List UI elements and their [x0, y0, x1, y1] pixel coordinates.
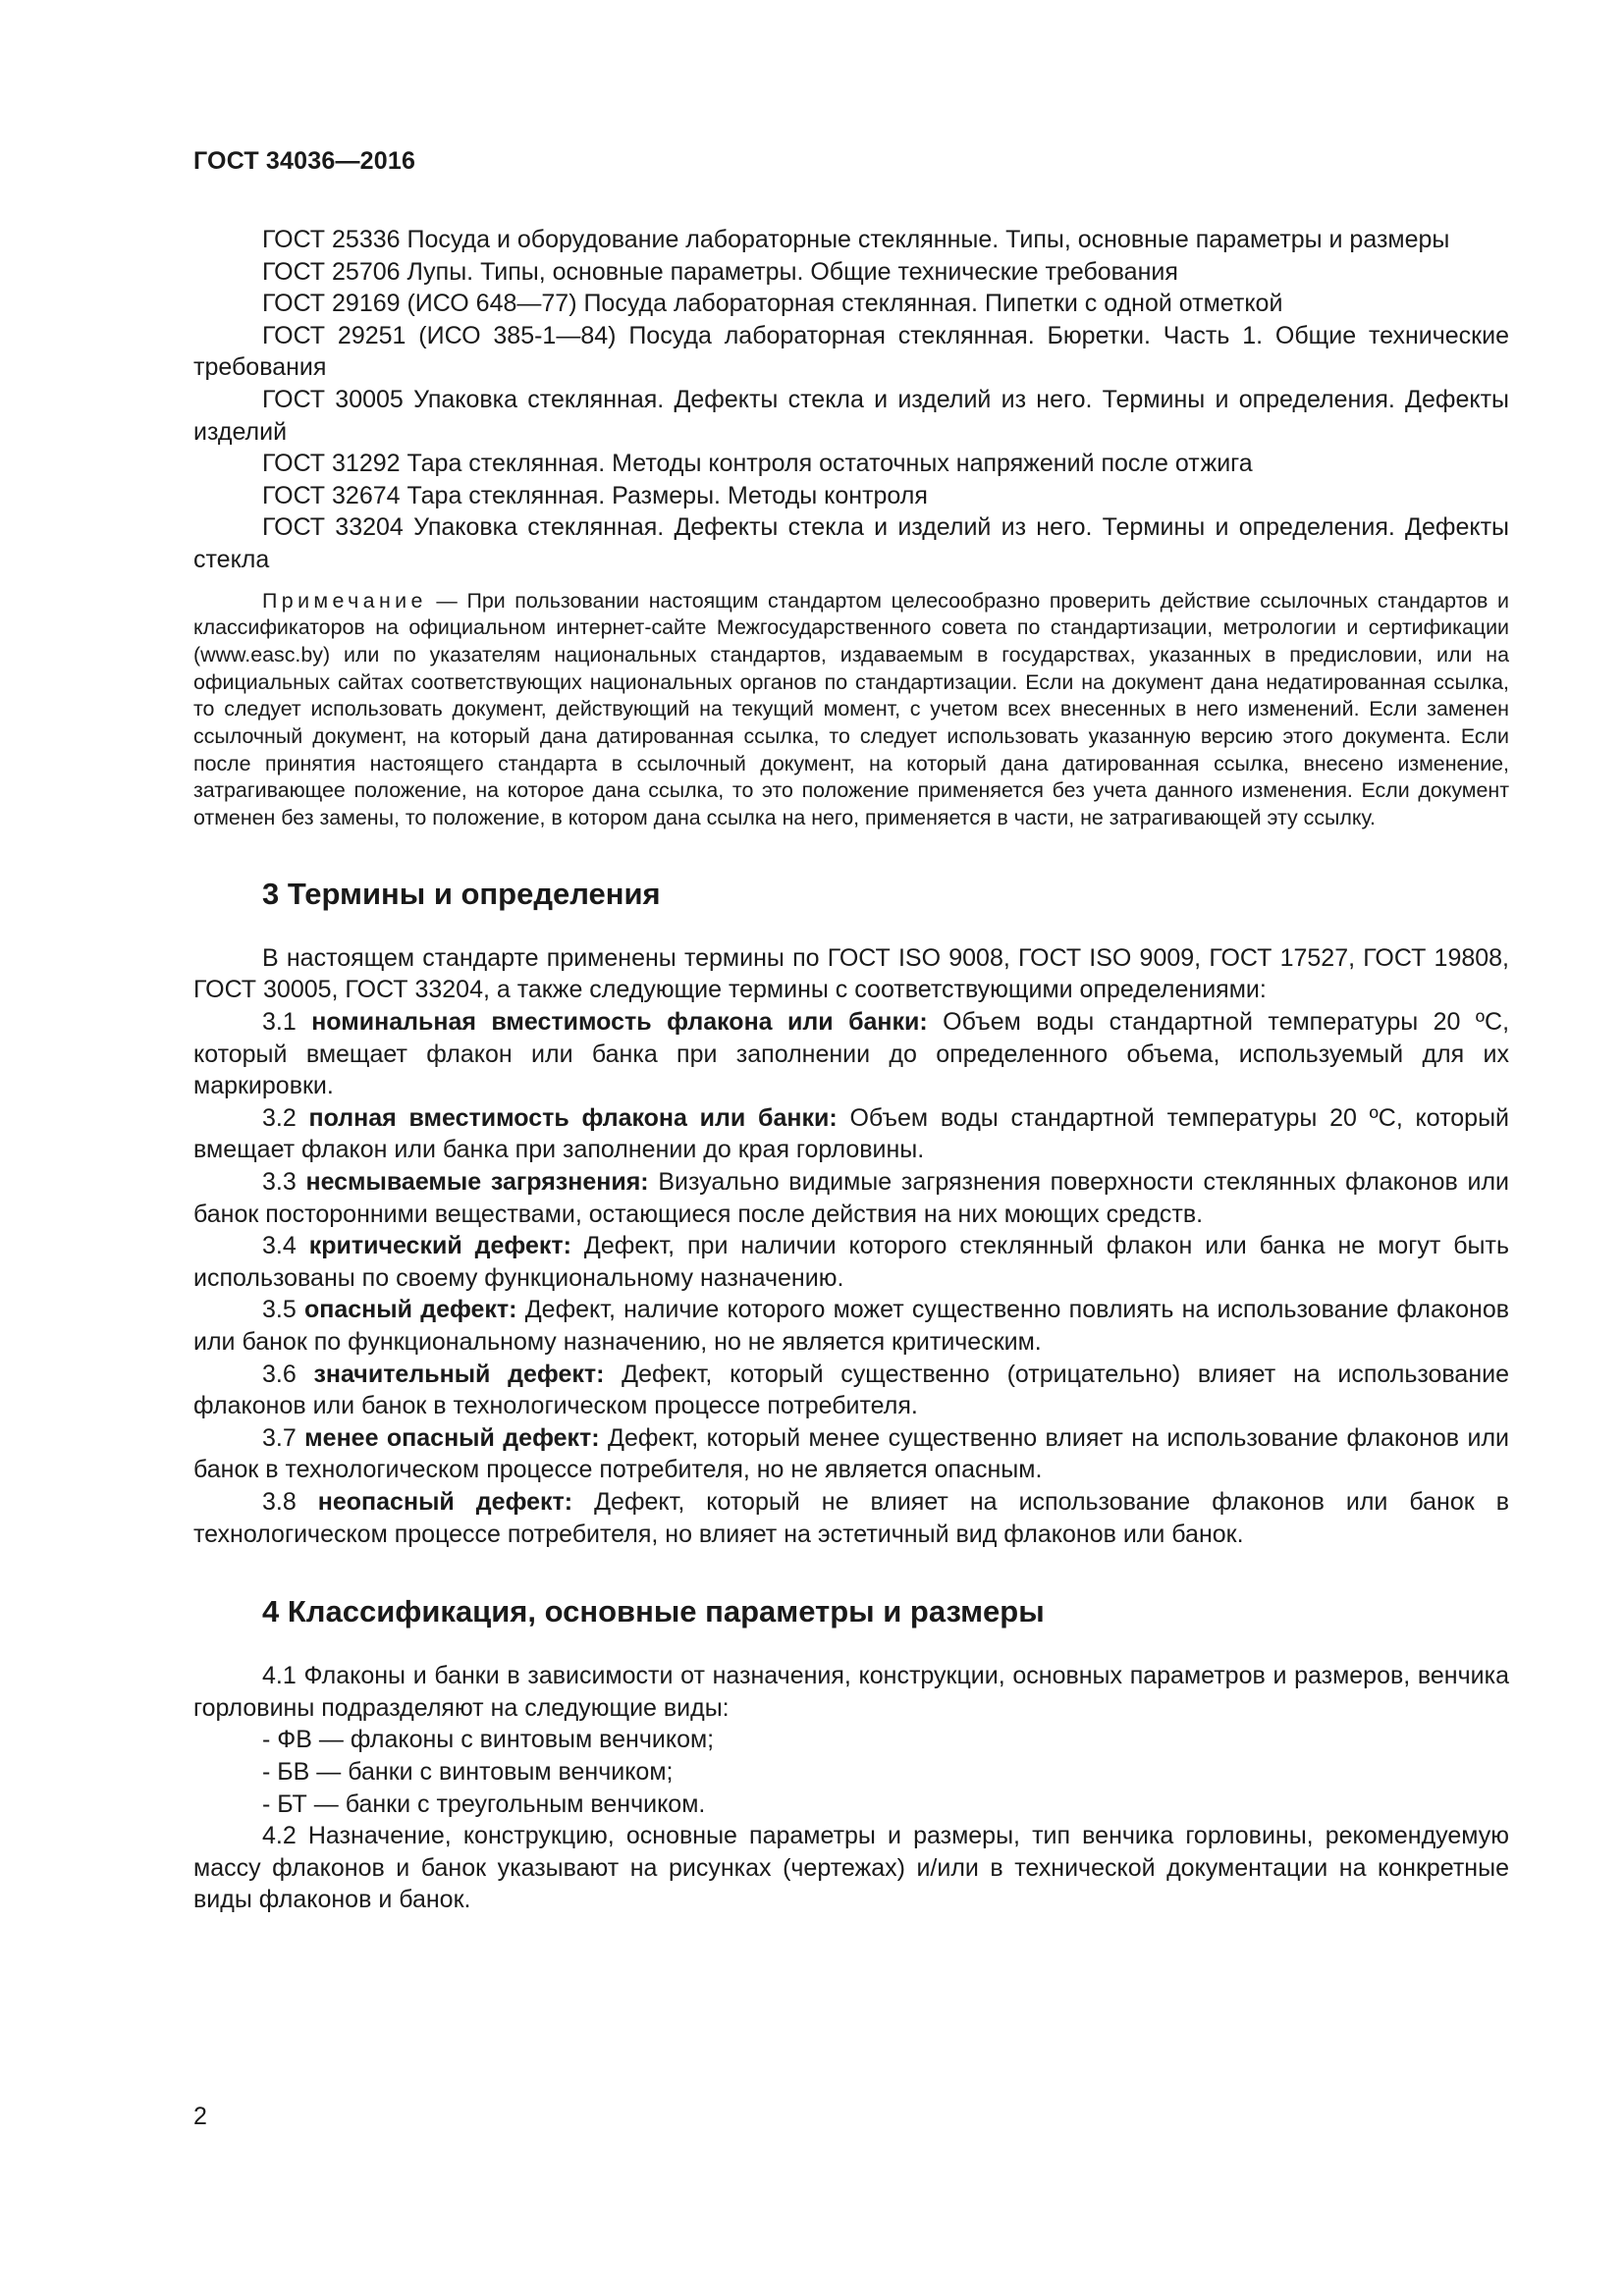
- term-definition: [193, 1166, 1509, 1230]
- section-4-title: 4 Классификация, основные параметры и размеры: [262, 1594, 1045, 1629]
- page-content: [193, 224, 1509, 1916]
- term-text: Объем воды стандартной температуры 20 ºС, который вмещает флакон или банка при заполнении до края горловины.: [193, 1103, 1510, 1164]
- reference-item: ГОСТ 25336 Посуда и оборудование лабораторные стеклянные. Типы, основные параметры и размеры: [262, 226, 1450, 253]
- term-definition: [193, 1422, 1509, 1486]
- document-code-header: ГОСТ 34036—2016: [193, 147, 416, 175]
- term-definition: [193, 1006, 1509, 1102]
- term-definition: [193, 1102, 1509, 1166]
- section-3-title: 3 Термины и определения: [262, 876, 661, 911]
- term-text: Визуально видимые загрязнения поверхности стеклянных флаконов или банок посторонними веществами, остающиеся после действия на них моющих средств.: [193, 1168, 1510, 1228]
- list-item: - ФВ — флаконы с винтовым венчиком;: [262, 1726, 715, 1754]
- normative-references-list: [193, 224, 1509, 576]
- term-text: Дефект, при наличии которого стеклянный флакон или банка не могут быть использованы по своему функциональному назначению.: [193, 1232, 1509, 1292]
- term-definition: [193, 1294, 1509, 1358]
- terms-list: [193, 1006, 1509, 1550]
- note-label: Примечание: [262, 588, 427, 613]
- section-3-intro: В настоящем стандарте применены термины по ГОСТ ISO 9008, ГОСТ ISO 9009, ГОСТ 17527, ГОСТ 19808, ГОСТ 30005, ГОСТ 33204, а также следующие термины с соответствующими определениями:: [193, 943, 1509, 1004]
- term-name: номинальная вместимость флакона или банки:: [311, 1008, 928, 1037]
- term-number: 3.7: [262, 1423, 305, 1452]
- term-number: 3.6: [262, 1360, 314, 1388]
- section-4-paragraph-2: 4.2 Назначение, конструкцию, основные параметры и размеры, тип венчика горловины, рекомендуемую массу флаконов и банок указывают на рисунках (чертежах) и/или в технической документации на конкретные виды флаконов и банок.: [193, 1822, 1509, 1914]
- term-name: опасный дефект:: [303, 1296, 517, 1324]
- term-name: неопасный дефект:: [317, 1487, 573, 1516]
- list-item: - БТ — банки с треугольным венчиком.: [262, 1789, 706, 1818]
- term-definition: [193, 1230, 1509, 1294]
- term-number: 3.1: [262, 1008, 312, 1037]
- term-text: Дефект, который менее существенно влияет на использование флаконов или банок в технологическом процессе потребителя, но не является опасным.: [193, 1423, 1510, 1484]
- reference-item: ГОСТ 30005 Упаковка стеклянная. Дефекты стекла и изделий из него. Термины и определения. Дефекты изделий: [193, 385, 1509, 446]
- term-name: критический дефект:: [308, 1232, 571, 1260]
- section-4-paragraph-1: 4.1 Флаконы и банки в зависимости от назначения, конструкции, основных параметров и размеров, венчика горловины подразделяют на следующие виды:: [193, 1662, 1509, 1722]
- reference-item: ГОСТ 31292 Тара стеклянная. Методы контроля остаточных напряжений после отжига: [262, 450, 1253, 478]
- term-name: значительный дефект:: [313, 1360, 605, 1388]
- term-name: менее опасный дефект:: [304, 1423, 600, 1452]
- term-number: 3.3: [262, 1168, 306, 1197]
- note-text: — При пользовании настоящим стандартом целесообразно проверить действие ссылочных стандартов и классификаторов на официальном интернет-сайте Межгосударственного совета по стандартизации, метрологии и сертификации (www.easc.by) или по указателям национальных стандартов, издаваемым в государствах, указанных в предисловии, или на официальных сайтах соответствующих национальных органов по стандартизации. Если на документ дана недатированная ссылка, то следует использовать документ, действующий на текущий момент, с учетом всех внесенных в него изменений. Если заменен ссылочный документ, на который дана датированная ссылка, то следует использовать указанную версию этого документа. Если после принятия настоящего стандарта в ссылочный документ, на который дана датированная ссылка, внесено изменение, затрагивающее положение, на которое дана ссылка, то это положение применяется без учета данного изменения. Если документ отменен без замены, то положение, в котором дана ссылка на него, применяется в части, не затрагивающей эту ссылку.: [193, 588, 1509, 830]
- term-text: Объем воды стандартной температуры 20 ºС, который вмещает флакон или банка при заполнении до определенного объема, используемый для их маркировки.: [193, 1008, 1510, 1100]
- term-number: 3.4: [262, 1232, 309, 1260]
- term-text: Дефект, который не влияет на использование флаконов или банок в технологическом процессе потребителя, но влияет на эстетичный вид флаконов или банок.: [193, 1487, 1509, 1548]
- term-number: 3.2: [262, 1103, 309, 1132]
- container-types-list: [193, 1724, 1509, 1820]
- page-number: 2: [193, 2103, 207, 2130]
- reference-item: ГОСТ 32674 Тара стеклянная. Размеры. Методы контроля: [262, 481, 928, 509]
- term-definition: [193, 1359, 1509, 1422]
- term-number: 3.8: [262, 1487, 318, 1516]
- reference-item: ГОСТ 25706 Лупы. Типы, основные параметры. Общие технические требования: [262, 257, 1178, 286]
- reference-item: ГОСТ 33204 Упаковка стеклянная. Дефекты стекла и изделий из него. Термины и определения. Дефекты стекла: [193, 513, 1509, 573]
- term-text: Дефект, который существенно (отрицательно) влияет на использование флаконов или банок в технологическом процессе потребителя.: [193, 1360, 1510, 1420]
- term-text: Дефект, наличие которого может существенно повлиять на использование флаконов или банок по функциональному назначению, но не является критическим.: [193, 1296, 1510, 1356]
- term-name: несмываемые загрязнения:: [305, 1168, 649, 1197]
- reference-item: ГОСТ 29169 (ИСО 648—77) Посуда лабораторная стеклянная. Пипетки с одной отметкой: [262, 290, 1283, 318]
- term-name: полная вместимость флакона или банки:: [308, 1103, 838, 1132]
- reference-item: ГОСТ 29251 (ИСО 385-1—84) Посуда лабораторная стеклянная. Бюретки. Часть 1. Общие технические требования: [193, 321, 1509, 382]
- note-paragraph: [193, 588, 1509, 832]
- term-definition: [193, 1486, 1509, 1550]
- list-item: - БВ — банки с винтовым венчиком;: [262, 1757, 674, 1786]
- term-number: 3.5: [262, 1296, 304, 1324]
